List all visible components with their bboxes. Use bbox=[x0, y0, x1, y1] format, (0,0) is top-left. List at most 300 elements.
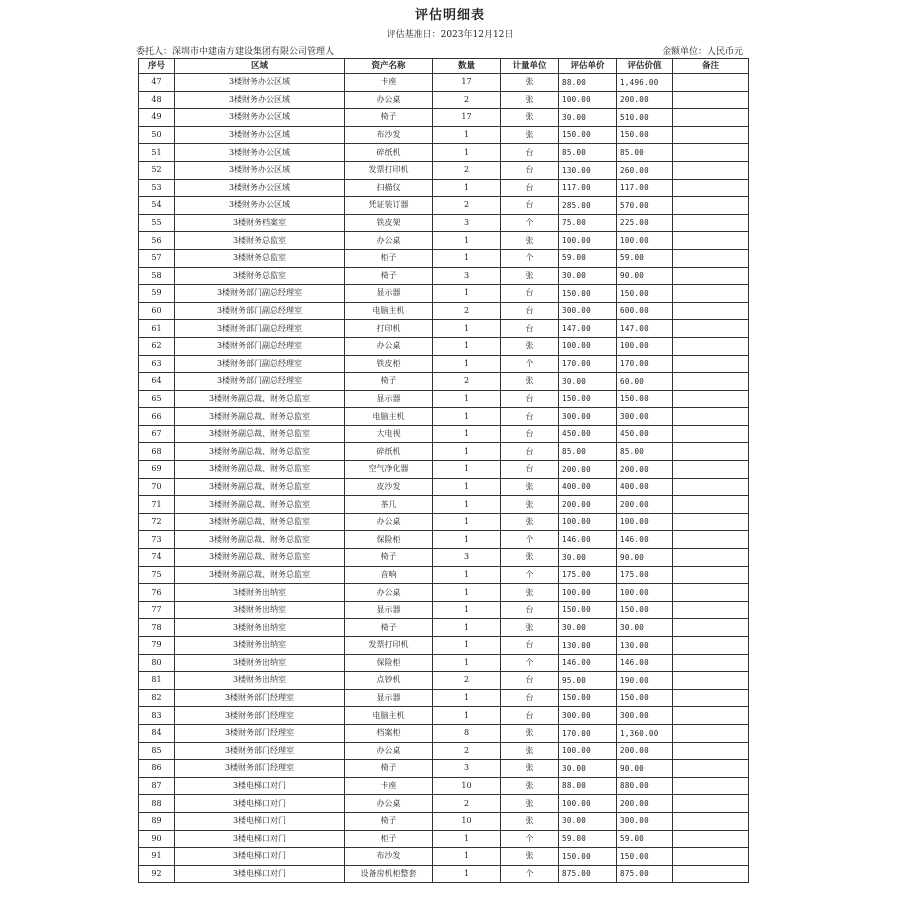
cell-area: 3楼财务档案室 bbox=[175, 214, 345, 232]
cell-seq: 81 bbox=[139, 672, 175, 690]
cell-area: 3楼电梯口对门 bbox=[175, 777, 345, 795]
cell-asset-name: 铁皮柜 bbox=[345, 355, 433, 373]
cell-asset-name: 显示器 bbox=[345, 285, 433, 303]
cell-asset-name: 布沙发 bbox=[345, 126, 433, 144]
cell-area: 3楼财务办公区域 bbox=[175, 197, 345, 215]
cell-unit-price: 100.00 bbox=[559, 337, 617, 355]
cell-remarks bbox=[673, 654, 749, 672]
cell-remarks bbox=[673, 848, 749, 866]
cell-area: 3楼电梯口对门 bbox=[175, 830, 345, 848]
cell-quantity: 2 bbox=[433, 161, 501, 179]
cell-unit-price: 117.00 bbox=[559, 179, 617, 197]
table-row bbox=[139, 214, 749, 232]
cell-quantity: 1 bbox=[433, 355, 501, 373]
table-row bbox=[139, 654, 749, 672]
table-row bbox=[139, 760, 749, 778]
table-row bbox=[139, 74, 749, 92]
table-row bbox=[139, 249, 749, 267]
cell-quantity: 1 bbox=[433, 654, 501, 672]
cell-quantity: 1 bbox=[433, 637, 501, 655]
cell-quantity: 1 bbox=[433, 285, 501, 303]
cell-area: 3楼财务部门经理室 bbox=[175, 724, 345, 742]
table-row bbox=[139, 496, 749, 514]
header-quantity: 数量 bbox=[433, 59, 501, 74]
cell-remarks bbox=[673, 249, 749, 267]
cell-unit: 张 bbox=[501, 777, 559, 795]
cell-unit-price: 88.00 bbox=[559, 777, 617, 795]
cell-seq: 61 bbox=[139, 320, 175, 338]
cell-remarks bbox=[673, 672, 749, 690]
cell-asset-name: 保险柜 bbox=[345, 654, 433, 672]
cell-remarks bbox=[673, 461, 749, 479]
cell-quantity: 2 bbox=[433, 742, 501, 760]
cell-unit: 张 bbox=[501, 812, 559, 830]
cell-value: 1,360.00 bbox=[617, 724, 673, 742]
table-row bbox=[139, 795, 749, 813]
cell-seq: 74 bbox=[139, 549, 175, 567]
cell-quantity: 2 bbox=[433, 302, 501, 320]
cell-unit-price: 88.00 bbox=[559, 74, 617, 92]
cell-remarks bbox=[673, 355, 749, 373]
cell-remarks bbox=[673, 74, 749, 92]
cell-quantity: 17 bbox=[433, 74, 501, 92]
cell-area: 3楼财务办公区域 bbox=[175, 109, 345, 127]
cell-unit-price: 200.00 bbox=[559, 496, 617, 514]
cell-value: 1,496.00 bbox=[617, 74, 673, 92]
cell-unit-price: 450.00 bbox=[559, 425, 617, 443]
cell-value: 59.00 bbox=[617, 249, 673, 267]
cell-unit-price: 100.00 bbox=[559, 795, 617, 813]
cell-area: 3楼财务办公区域 bbox=[175, 126, 345, 144]
cell-unit: 台 bbox=[501, 461, 559, 479]
cell-value: 600.00 bbox=[617, 302, 673, 320]
cell-area: 3楼财务出纳室 bbox=[175, 637, 345, 655]
cell-value: 150.00 bbox=[617, 390, 673, 408]
cell-quantity: 1 bbox=[433, 461, 501, 479]
table-row bbox=[139, 425, 749, 443]
cell-asset-name: 设备房机柜整套 bbox=[345, 865, 433, 883]
cell-unit-price: 150.00 bbox=[559, 848, 617, 866]
cell-quantity: 1 bbox=[433, 619, 501, 637]
cell-unit: 台 bbox=[501, 179, 559, 197]
cell-asset-name: 柜子 bbox=[345, 830, 433, 848]
cell-seq: 77 bbox=[139, 601, 175, 619]
cell-seq: 86 bbox=[139, 760, 175, 778]
cell-unit: 台 bbox=[501, 637, 559, 655]
cell-value: 190.00 bbox=[617, 672, 673, 690]
cell-area: 3楼电梯口对门 bbox=[175, 848, 345, 866]
cell-unit: 个 bbox=[501, 865, 559, 883]
cell-remarks bbox=[673, 478, 749, 496]
cell-unit-price: 300.00 bbox=[559, 707, 617, 725]
cell-area: 3楼财务副总裁、财务总监室 bbox=[175, 478, 345, 496]
cell-unit: 张 bbox=[501, 74, 559, 92]
cell-seq: 56 bbox=[139, 232, 175, 250]
cell-area: 3楼电梯口对门 bbox=[175, 812, 345, 830]
cell-quantity: 1 bbox=[433, 830, 501, 848]
cell-value: 30.00 bbox=[617, 619, 673, 637]
table-row bbox=[139, 390, 749, 408]
cell-seq: 76 bbox=[139, 584, 175, 602]
cell-value: 100.00 bbox=[617, 337, 673, 355]
cell-value: 90.00 bbox=[617, 267, 673, 285]
cell-asset-name: 音响 bbox=[345, 566, 433, 584]
table-row bbox=[139, 637, 749, 655]
table-row bbox=[139, 461, 749, 479]
cell-unit: 台 bbox=[501, 144, 559, 162]
cell-area: 3楼财务副总裁、财务总监室 bbox=[175, 549, 345, 567]
cell-value: 225.00 bbox=[617, 214, 673, 232]
table-row bbox=[139, 689, 749, 707]
cell-area: 3楼财务出纳室 bbox=[175, 584, 345, 602]
table-row bbox=[139, 549, 749, 567]
cell-area: 3楼财务办公区域 bbox=[175, 91, 345, 109]
cell-unit: 张 bbox=[501, 126, 559, 144]
cell-asset-name: 椅子 bbox=[345, 109, 433, 127]
cell-asset-name: 布沙发 bbox=[345, 848, 433, 866]
cell-quantity: 1 bbox=[433, 232, 501, 250]
cell-value: 100.00 bbox=[617, 584, 673, 602]
table-row bbox=[139, 302, 749, 320]
cell-remarks bbox=[673, 390, 749, 408]
cell-seq: 91 bbox=[139, 848, 175, 866]
cell-quantity: 8 bbox=[433, 724, 501, 742]
cell-quantity: 1 bbox=[433, 566, 501, 584]
cell-seq: 75 bbox=[139, 566, 175, 584]
cell-value: 150.00 bbox=[617, 285, 673, 303]
cell-quantity: 1 bbox=[433, 126, 501, 144]
cell-remarks bbox=[673, 408, 749, 426]
cell-asset-name: 卡座 bbox=[345, 777, 433, 795]
cell-unit: 台 bbox=[501, 302, 559, 320]
cell-remarks bbox=[673, 91, 749, 109]
cell-value: 200.00 bbox=[617, 742, 673, 760]
cell-remarks bbox=[673, 707, 749, 725]
cell-unit-price: 300.00 bbox=[559, 302, 617, 320]
cell-unit-price: 30.00 bbox=[559, 373, 617, 391]
cell-quantity: 1 bbox=[433, 408, 501, 426]
cell-unit: 台 bbox=[501, 408, 559, 426]
cell-remarks bbox=[673, 566, 749, 584]
cell-unit: 张 bbox=[501, 584, 559, 602]
cell-asset-name: 办公桌 bbox=[345, 513, 433, 531]
cell-seq: 69 bbox=[139, 461, 175, 479]
header-remarks: 备注 bbox=[673, 59, 749, 74]
cell-unit: 个 bbox=[501, 566, 559, 584]
table-row bbox=[139, 584, 749, 602]
table-row bbox=[139, 830, 749, 848]
table-row bbox=[139, 179, 749, 197]
cell-seq: 66 bbox=[139, 408, 175, 426]
table-row bbox=[139, 197, 749, 215]
table-row bbox=[139, 672, 749, 690]
cell-value: 85.00 bbox=[617, 443, 673, 461]
cell-asset-name: 电脑主机 bbox=[345, 302, 433, 320]
cell-unit-price: 875.00 bbox=[559, 865, 617, 883]
cell-unit-price: 170.00 bbox=[559, 724, 617, 742]
cell-quantity: 10 bbox=[433, 777, 501, 795]
cell-value: 570.00 bbox=[617, 197, 673, 215]
cell-unit: 张 bbox=[501, 232, 559, 250]
cell-seq: 59 bbox=[139, 285, 175, 303]
cell-quantity: 1 bbox=[433, 337, 501, 355]
cell-area: 3楼财务副总裁、财务总监室 bbox=[175, 513, 345, 531]
cell-seq: 53 bbox=[139, 179, 175, 197]
currency-unit-label: 金额单位：人民币元 bbox=[662, 47, 744, 57]
cell-remarks bbox=[673, 302, 749, 320]
table-row bbox=[139, 161, 749, 179]
cell-unit: 张 bbox=[501, 337, 559, 355]
cell-seq: 49 bbox=[139, 109, 175, 127]
cell-unit: 台 bbox=[501, 601, 559, 619]
cell-unit-price: 285.00 bbox=[559, 197, 617, 215]
cell-asset-name: 椅子 bbox=[345, 812, 433, 830]
cell-area: 3楼财务总监室 bbox=[175, 232, 345, 250]
cell-remarks bbox=[673, 795, 749, 813]
cell-seq: 57 bbox=[139, 249, 175, 267]
cell-quantity: 1 bbox=[433, 249, 501, 267]
table-row bbox=[139, 408, 749, 426]
table-row bbox=[139, 566, 749, 584]
cell-unit-price: 30.00 bbox=[559, 267, 617, 285]
table-row bbox=[139, 742, 749, 760]
cell-seq: 70 bbox=[139, 478, 175, 496]
cell-area: 3楼财务办公区域 bbox=[175, 161, 345, 179]
valuation-base-date: 评估基准日：2023年12月12日 bbox=[386, 30, 514, 40]
cell-seq: 47 bbox=[139, 74, 175, 92]
table-row bbox=[139, 619, 749, 637]
cell-area: 3楼电梯口对门 bbox=[175, 795, 345, 813]
cell-seq: 83 bbox=[139, 707, 175, 725]
cell-unit: 张 bbox=[501, 619, 559, 637]
cell-value: 59.00 bbox=[617, 830, 673, 848]
table-row bbox=[139, 144, 749, 162]
cell-unit: 张 bbox=[501, 549, 559, 567]
cell-unit-price: 170.00 bbox=[559, 355, 617, 373]
cell-unit-price: 95.00 bbox=[559, 672, 617, 690]
cell-unit-price: 150.00 bbox=[559, 689, 617, 707]
cell-remarks bbox=[673, 724, 749, 742]
cell-unit: 张 bbox=[501, 742, 559, 760]
cell-quantity: 1 bbox=[433, 707, 501, 725]
cell-unit: 张 bbox=[501, 109, 559, 127]
cell-unit: 张 bbox=[501, 513, 559, 531]
cell-seq: 68 bbox=[139, 443, 175, 461]
cell-asset-name: 椅子 bbox=[345, 373, 433, 391]
cell-asset-name: 柜子 bbox=[345, 249, 433, 267]
cell-unit: 张 bbox=[501, 91, 559, 109]
cell-seq: 65 bbox=[139, 390, 175, 408]
cell-area: 3楼财务部门副总经理室 bbox=[175, 285, 345, 303]
cell-asset-name: 空气净化器 bbox=[345, 461, 433, 479]
cell-unit: 张 bbox=[501, 848, 559, 866]
cell-asset-name: 碎纸机 bbox=[345, 144, 433, 162]
cell-unit-price: 75.00 bbox=[559, 214, 617, 232]
cell-unit-price: 175.00 bbox=[559, 566, 617, 584]
table-row bbox=[139, 531, 749, 549]
cell-area: 3楼财务部门经理室 bbox=[175, 707, 345, 725]
cell-remarks bbox=[673, 531, 749, 549]
cell-quantity: 1 bbox=[433, 865, 501, 883]
table-row bbox=[139, 267, 749, 285]
cell-asset-name: 显示器 bbox=[345, 390, 433, 408]
table-row bbox=[139, 478, 749, 496]
cell-unit: 个 bbox=[501, 214, 559, 232]
cell-area: 3楼财务副总裁、财务总监室 bbox=[175, 408, 345, 426]
cell-area: 3楼财务出纳室 bbox=[175, 601, 345, 619]
cell-area: 3楼财务部门经理室 bbox=[175, 760, 345, 778]
cell-asset-name: 办公桌 bbox=[345, 584, 433, 602]
cell-value: 100.00 bbox=[617, 513, 673, 531]
cell-value: 146.00 bbox=[617, 531, 673, 549]
cell-unit-price: 30.00 bbox=[559, 812, 617, 830]
cell-value: 450.00 bbox=[617, 425, 673, 443]
cell-quantity: 1 bbox=[433, 425, 501, 443]
cell-remarks bbox=[673, 760, 749, 778]
cell-value: 175.00 bbox=[617, 566, 673, 584]
cell-value: 200.00 bbox=[617, 795, 673, 813]
cell-remarks bbox=[673, 812, 749, 830]
cell-seq: 82 bbox=[139, 689, 175, 707]
table-row bbox=[139, 724, 749, 742]
cell-value: 400.00 bbox=[617, 478, 673, 496]
cell-unit-price: 146.00 bbox=[559, 531, 617, 549]
cell-quantity: 1 bbox=[433, 443, 501, 461]
cell-unit-price: 147.00 bbox=[559, 320, 617, 338]
cell-unit: 张 bbox=[501, 795, 559, 813]
cell-remarks bbox=[673, 232, 749, 250]
cell-remarks bbox=[673, 161, 749, 179]
cell-remarks bbox=[673, 214, 749, 232]
cell-quantity: 1 bbox=[433, 144, 501, 162]
header-asset-name: 资产名称 bbox=[345, 59, 433, 74]
cell-unit: 个 bbox=[501, 531, 559, 549]
cell-asset-name: 发票打印机 bbox=[345, 637, 433, 655]
cell-remarks bbox=[673, 126, 749, 144]
cell-unit: 张 bbox=[501, 267, 559, 285]
cell-unit: 台 bbox=[501, 285, 559, 303]
cell-unit-price: 59.00 bbox=[559, 830, 617, 848]
cell-value: 150.00 bbox=[617, 126, 673, 144]
cell-unit-price: 30.00 bbox=[559, 760, 617, 778]
cell-asset-name: 办公桌 bbox=[345, 742, 433, 760]
cell-unit-price: 150.00 bbox=[559, 126, 617, 144]
cell-asset-name: 办公桌 bbox=[345, 337, 433, 355]
cell-seq: 87 bbox=[139, 777, 175, 795]
cell-area: 3楼财务出纳室 bbox=[175, 654, 345, 672]
cell-quantity: 3 bbox=[433, 267, 501, 285]
cell-unit-price: 150.00 bbox=[559, 285, 617, 303]
cell-unit: 张 bbox=[501, 724, 559, 742]
cell-remarks bbox=[673, 865, 749, 883]
cell-unit: 台 bbox=[501, 672, 559, 690]
cell-value: 117.00 bbox=[617, 179, 673, 197]
cell-area: 3楼财务副总裁、财务总监室 bbox=[175, 461, 345, 479]
cell-unit-price: 100.00 bbox=[559, 91, 617, 109]
cell-value: 150.00 bbox=[617, 601, 673, 619]
cell-remarks bbox=[673, 637, 749, 655]
cell-value: 90.00 bbox=[617, 760, 673, 778]
cell-remarks bbox=[673, 285, 749, 303]
cell-asset-name: 椅子 bbox=[345, 267, 433, 285]
table-row bbox=[139, 337, 749, 355]
cell-seq: 67 bbox=[139, 425, 175, 443]
cell-value: 200.00 bbox=[617, 91, 673, 109]
cell-area: 3楼财务办公区域 bbox=[175, 144, 345, 162]
table-row bbox=[139, 355, 749, 373]
cell-area: 3楼财务部门副总经理室 bbox=[175, 302, 345, 320]
cell-quantity: 1 bbox=[433, 584, 501, 602]
header-seq: 序号 bbox=[139, 59, 175, 74]
cell-unit-price: 200.00 bbox=[559, 461, 617, 479]
cell-unit-price: 130.00 bbox=[559, 161, 617, 179]
cell-asset-name: 皮沙发 bbox=[345, 478, 433, 496]
cell-asset-name: 保险柜 bbox=[345, 531, 433, 549]
cell-remarks bbox=[673, 777, 749, 795]
cell-area: 3楼电梯口对门 bbox=[175, 865, 345, 883]
cell-remarks bbox=[673, 109, 749, 127]
cell-area: 3楼财务部门副总经理室 bbox=[175, 320, 345, 338]
cell-quantity: 3 bbox=[433, 549, 501, 567]
cell-unit-price: 85.00 bbox=[559, 144, 617, 162]
cell-area: 3楼财务部门副总经理室 bbox=[175, 337, 345, 355]
cell-area: 3楼财务部门经理室 bbox=[175, 689, 345, 707]
cell-value: 300.00 bbox=[617, 408, 673, 426]
header-area: 区域 bbox=[175, 59, 345, 74]
client-label: 委托人：深圳市中建南方建设集团有限公司管理人 bbox=[136, 47, 335, 57]
cell-asset-name: 显示器 bbox=[345, 601, 433, 619]
cell-unit: 张 bbox=[501, 760, 559, 778]
cell-value: 300.00 bbox=[617, 812, 673, 830]
cell-remarks bbox=[673, 549, 749, 567]
cell-unit-price: 150.00 bbox=[559, 390, 617, 408]
cell-quantity: 17 bbox=[433, 109, 501, 127]
cell-asset-name: 办公桌 bbox=[345, 91, 433, 109]
cell-unit: 台 bbox=[501, 197, 559, 215]
table-header-row bbox=[139, 59, 749, 74]
cell-asset-name: 铁皮架 bbox=[345, 214, 433, 232]
cell-value: 510.00 bbox=[617, 109, 673, 127]
cell-area: 3楼财务副总裁、财务总监室 bbox=[175, 566, 345, 584]
cell-quantity: 1 bbox=[433, 390, 501, 408]
cell-remarks bbox=[673, 267, 749, 285]
cell-area: 3楼财务办公区域 bbox=[175, 179, 345, 197]
cell-asset-name: 电脑主机 bbox=[345, 408, 433, 426]
cell-area: 3楼财务副总裁、财务总监室 bbox=[175, 390, 345, 408]
cell-remarks bbox=[673, 513, 749, 531]
cell-unit: 台 bbox=[501, 689, 559, 707]
cell-asset-name: 显示器 bbox=[345, 689, 433, 707]
cell-remarks bbox=[673, 179, 749, 197]
cell-remarks bbox=[673, 496, 749, 514]
cell-quantity: 2 bbox=[433, 91, 501, 109]
cell-unit-price: 100.00 bbox=[559, 742, 617, 760]
table-row bbox=[139, 285, 749, 303]
cell-unit: 张 bbox=[501, 496, 559, 514]
cell-value: 60.00 bbox=[617, 373, 673, 391]
cell-unit-price: 100.00 bbox=[559, 584, 617, 602]
cell-seq: 58 bbox=[139, 267, 175, 285]
cell-remarks bbox=[673, 197, 749, 215]
header-unit: 计量单位 bbox=[501, 59, 559, 74]
table-row bbox=[139, 320, 749, 338]
cell-remarks bbox=[673, 144, 749, 162]
table-row bbox=[139, 601, 749, 619]
table-row bbox=[139, 91, 749, 109]
cell-quantity: 2 bbox=[433, 672, 501, 690]
cell-value: 90.00 bbox=[617, 549, 673, 567]
cell-asset-name: 扫描仪 bbox=[345, 179, 433, 197]
